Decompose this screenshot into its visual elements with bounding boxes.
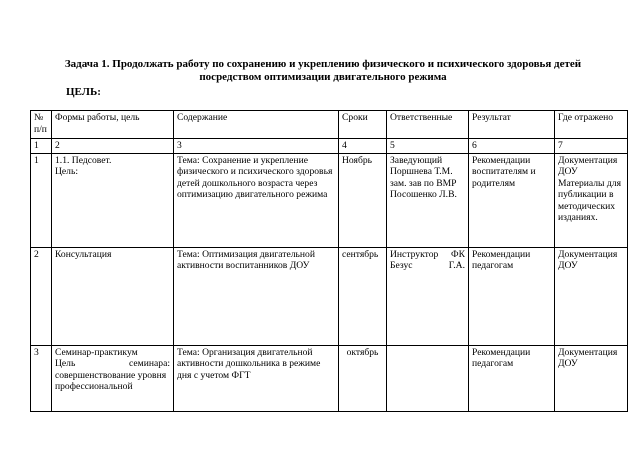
goal-label: ЦЕЛЬ: xyxy=(66,86,101,98)
where-line: Материалы для публикации в методических изданиях. xyxy=(558,177,621,223)
row-number-cell: 3 xyxy=(31,345,52,411)
term-cell: сентябрь xyxy=(339,247,387,345)
header-cell-where: Где отражено xyxy=(555,111,628,139)
column-number-cell: 5 xyxy=(387,139,469,154)
where-line: Документация ДОУ xyxy=(558,248,618,271)
where-cell xyxy=(555,247,628,345)
header-cell-result: Результат xyxy=(469,111,555,139)
header-cell-term: Сроки xyxy=(339,111,387,139)
task-heading xyxy=(20,58,626,84)
form-line: совершенствование уровня профессиональной xyxy=(55,369,167,392)
task-heading-line-2: посредством оптимизации двигательного режима xyxy=(199,71,447,83)
result-cell: Рекомендации воспитателям и родителям xyxy=(469,153,555,247)
column-number-cell: 4 xyxy=(339,139,387,154)
form-line: Цель: xyxy=(55,166,79,177)
form-cell xyxy=(52,345,174,411)
responsible-cell: Инструктор ФК Безус Г.А. xyxy=(387,247,469,345)
header-cell-responsible: Ответственные xyxy=(387,111,469,139)
where-cell xyxy=(555,153,628,247)
header-cell-number: № п/п xyxy=(31,111,52,139)
term-cell: Ноябрь xyxy=(339,153,387,247)
column-number-cell: 1 xyxy=(31,139,52,154)
table-row xyxy=(31,153,628,247)
term-cell: октябрь xyxy=(339,345,387,411)
header-cell-form: Формы работы, цель xyxy=(52,111,174,139)
table-header-row xyxy=(31,111,628,139)
column-number-cell: 7 xyxy=(555,139,628,154)
form-line: Семинар-практикум xyxy=(55,346,138,358)
where-cell xyxy=(555,345,628,411)
column-number-cell: 3 xyxy=(174,139,339,154)
where-line: Документация ДОУ xyxy=(558,154,618,177)
form-cell xyxy=(52,247,174,345)
table-row xyxy=(31,345,628,411)
result-cell: Рекомендации педагогам xyxy=(469,247,555,345)
form-line: 1.1. Педсовет. xyxy=(55,154,112,166)
row-number-cell: 1 xyxy=(31,153,52,247)
responsible-cell: Заведующий Поршнева Т.М. зам. зав по ВМР Посошенко Л.В. xyxy=(387,153,469,247)
content-cell: Тема: Организация двигательной активности дошкольника в режиме дня с учетом ФГТ xyxy=(174,345,339,411)
column-number-cell: 6 xyxy=(469,139,555,154)
where-line: Документация ДОУ xyxy=(558,346,618,369)
header-cell-content: Содержание xyxy=(174,111,339,139)
column-number-row xyxy=(31,139,628,154)
form-cell xyxy=(52,153,174,247)
task-heading-line-1: Задача 1. Продолжать работу по сохранению и укреплению физического и психического здоровья детей xyxy=(64,58,582,70)
content-cell: Тема: Оптимизация двигательной активности воспитанников ДОУ xyxy=(174,247,339,345)
content-cell: Тема: Сохранение и укрепление физического и психического здоровья детей дошкольного возраста через оптимизацию двигательного режима xyxy=(174,153,339,247)
form-line: Консультация xyxy=(55,248,112,260)
row-number-cell: 2 xyxy=(31,247,52,345)
form-line: Цель семинара: xyxy=(55,358,170,369)
responsible-cell xyxy=(387,345,469,411)
work-plan-table xyxy=(30,110,628,412)
table-row xyxy=(31,247,628,345)
column-number-cell: 2 xyxy=(52,139,174,154)
result-cell: Рекомендации педагогам xyxy=(469,345,555,411)
